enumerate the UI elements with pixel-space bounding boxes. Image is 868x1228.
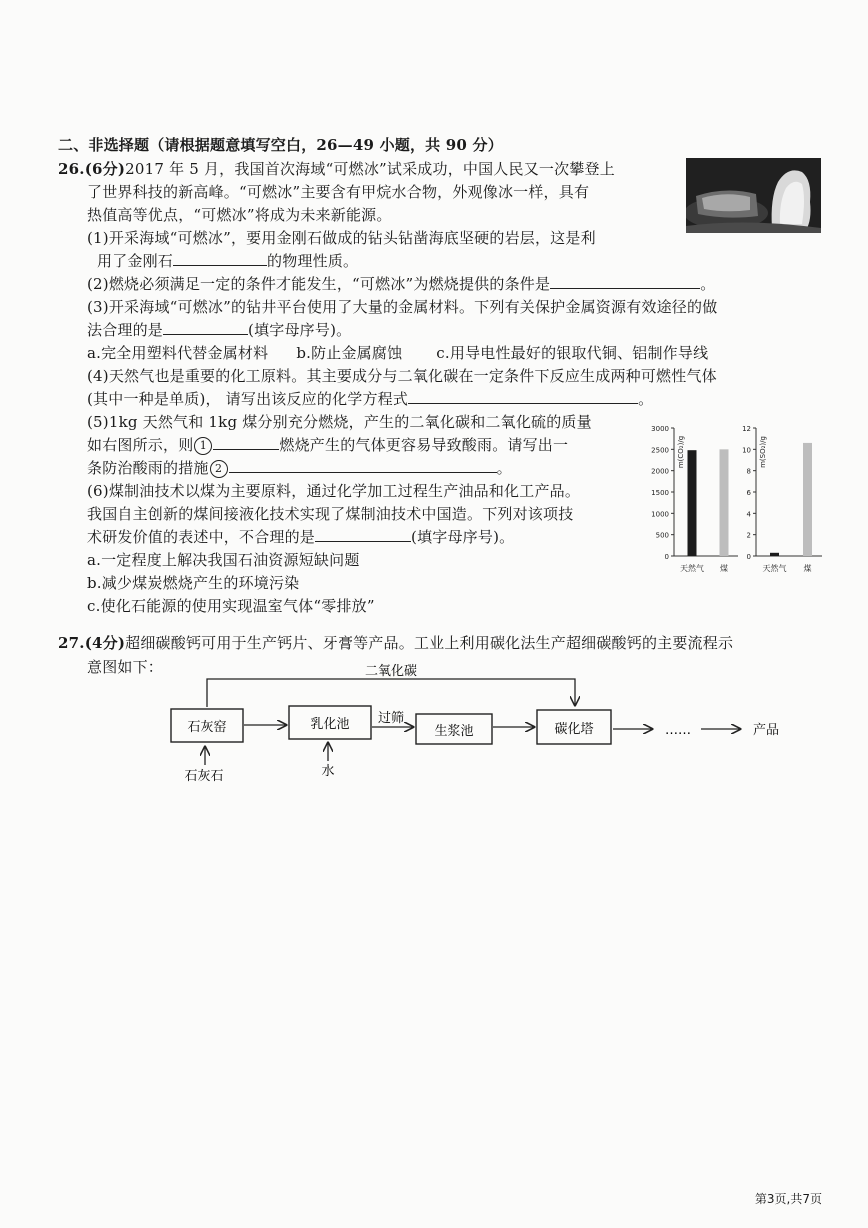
answer-blank-6[interactable] xyxy=(229,458,497,473)
so2-chart-tick-label: 0 xyxy=(746,553,751,561)
so2-chart-y-label: m(SO₂)/g xyxy=(759,436,767,468)
co2-chart-tick-label: 2500 xyxy=(651,446,669,455)
flow-product: 产品 xyxy=(752,723,780,738)
co2-chart-category-label: 煤 xyxy=(720,564,728,573)
q26-p1-b xyxy=(97,251,358,271)
q27-text-2: 意图如下： xyxy=(87,658,164,676)
answer-blank-5[interactable] xyxy=(213,435,279,450)
q26-number: 26. xyxy=(58,160,85,178)
q26-intro-3: 热值高等优点，“可燃冰”将成为未来新能源。 xyxy=(87,206,392,224)
q26-p6-c xyxy=(87,527,514,547)
so2-chart-tick-label: 4 xyxy=(746,510,751,519)
so2-chart-tick-label: 2 xyxy=(746,531,751,540)
co2-chart-tick-label: 1000 xyxy=(651,510,669,519)
q27-text-1: 超细碳酸钙可用于生产钙片、牙膏等产品。工业上利用碳化法生产超细碳酸钙的主要流程示 xyxy=(125,634,734,652)
co2-bar-chart xyxy=(644,418,744,578)
q27-points: (4分) xyxy=(84,634,126,652)
q26-p6-option-b: b.减少煤炭燃烧产生的环境污染 xyxy=(87,574,300,592)
co2-chart-tick-label: 0 xyxy=(664,553,669,561)
co2-chart-bar-1 xyxy=(688,450,697,556)
q26-p4-end: 。 xyxy=(638,390,654,408)
q26-p3-option-a: a.完全用塑料代替金属材料 xyxy=(87,344,269,362)
q26-intro-1: 2017 年 5 月，我国首次海域“可燃冰”试采成功，中国人民又一次攀登上 xyxy=(125,160,615,178)
co2-chart-y-label: m(CO₂)/g xyxy=(677,435,685,469)
so2-chart-bar-1 xyxy=(770,553,779,556)
q26-p5-b-pre: 如右图所示，则 xyxy=(87,436,194,454)
q26-intro-2: 了世界科技的新高峰。“可燃冰”主要含有甲烷水合物，外观像冰一样，具有 xyxy=(87,183,590,201)
q26-p6-option-c: c.使化石能源的使用实现温室气体“零排放” xyxy=(87,597,375,615)
flammable-ice-photo xyxy=(686,158,821,233)
q26-p1-b-post: 的物理性质。 xyxy=(267,252,359,270)
flow-ellipsis: …… xyxy=(665,723,691,738)
q26-p3-option-c: c.用导电性最好的银取代铜、铝制作导线 xyxy=(436,344,709,362)
q26-p6-c-pre: 术研发价值的表述中，不合理的是 xyxy=(87,528,316,546)
co2-chart-tick-label: 1500 xyxy=(651,489,669,497)
q26-p3-option-b: b.防止金属腐蚀 xyxy=(296,344,403,362)
q26-p3-b-post: (填字母序号)。 xyxy=(248,321,352,339)
q26-p2-end: 。 xyxy=(700,275,716,293)
answer-blank-2[interactable] xyxy=(550,274,700,289)
co2-chart-tick-label: 3000 xyxy=(651,425,669,433)
flow-box-3-label: 生浆池 xyxy=(434,724,474,739)
q26-p3-b xyxy=(87,320,351,340)
q26-p5-b-post: 燃烧产生的气体更容易导致酸雨。请写出一 xyxy=(279,436,569,454)
co2-chart-tick-label: 500 xyxy=(655,531,669,540)
so2-chart-tick-label: 6 xyxy=(746,489,751,497)
circle-marker-1: 1 xyxy=(194,437,212,455)
q26-p6-option-a: a.一定程度上解决我国石油资源短缺问题 xyxy=(87,551,360,569)
q26-p6-a: (6)煤制油技术以煤为主要原料，通过化学加工过程生产油品和化工产品。 xyxy=(87,482,581,500)
q26-intro-line-1 xyxy=(58,159,615,179)
flow-input-water: 水 xyxy=(321,764,335,779)
q26-p5-c-pre: 条防治酸雨的措施 xyxy=(87,459,209,477)
section-heading: 二、非选择题（请根据题意填写空白，26—49 小题，共 90 分） xyxy=(58,136,503,154)
so2-chart-category-label: 煤 xyxy=(803,564,812,573)
q26-points: (6分) xyxy=(84,160,126,178)
q26-p4-b-text: (其中一种是单质)， 请写出该反应的化学方程式 xyxy=(87,390,409,408)
q26-p5-c xyxy=(87,458,512,478)
q26-p5-c-end: 。 xyxy=(496,459,512,477)
flow-filter-label: 过筛 xyxy=(377,711,405,726)
answer-blank-3[interactable] xyxy=(163,320,248,335)
q26-p3-options xyxy=(87,343,708,363)
q26-p4-a: (4)天然气也是重要的化工原料。其主要成分与二氧化碳在一定条件下反应生成两种可燃性气体 xyxy=(87,367,717,385)
flow-top-label: 二氧化碳 xyxy=(364,664,418,679)
co2-chart-tick-label: 2000 xyxy=(651,467,669,476)
process-flow-diagram xyxy=(0,655,868,790)
co2-chart-category-label: 天然气 xyxy=(680,564,704,573)
q26-p5-b xyxy=(87,435,568,455)
q26-p1-b-pre: 用了金刚石 xyxy=(97,252,174,270)
flow-box-1-label: 石灰窑 xyxy=(187,720,227,735)
q26-p2-text: (2)燃烧必须满足一定的条件才能发生，“可燃冰”为燃烧提供的条件是 xyxy=(87,275,551,293)
so2-chart-tick-label: 10 xyxy=(742,446,751,455)
q27-number: 27. xyxy=(58,634,85,652)
q26-p6-c-post: (填字母序号)。 xyxy=(411,528,515,546)
flow-input-limestone: 石灰石 xyxy=(184,769,224,784)
answer-blank-7[interactable] xyxy=(315,527,411,542)
answer-blank-1[interactable] xyxy=(173,251,267,266)
q26-p4-b xyxy=(87,389,653,409)
so2-chart-tick-label: 8 xyxy=(746,467,751,476)
page-footer: 第3页,共7页 xyxy=(754,1192,822,1206)
q26-p1-a: (1)开采海域“可燃冰”，要用金刚石做成的钻头钻凿海底坚硬的岩层，这是利 xyxy=(87,229,596,247)
q26-p6-b: 我国自主创新的煤间接液化技术实现了煤制油技术中国造。下列对该项技 xyxy=(87,505,574,523)
so2-chart-bar-2 xyxy=(803,443,812,556)
co2-recycle-arrow xyxy=(207,679,575,707)
so2-chart-category-label: 天然气 xyxy=(762,564,787,573)
q27-line-1 xyxy=(58,633,733,653)
q26-p3-a: (3)开采海域“可燃冰”的钻井平台使用了大量的金属材料。下列有关保护金属资源有效途径的做 xyxy=(87,298,718,316)
flow-box-2-label: 乳化池 xyxy=(310,717,350,732)
circle-marker-2: 2 xyxy=(210,460,228,478)
so2-bar-chart xyxy=(738,418,830,578)
q26-p2 xyxy=(87,274,715,294)
answer-blank-4[interactable] xyxy=(408,389,638,404)
co2-chart-bar-2 xyxy=(720,449,729,556)
q26-p3-b-pre: 法合理的是 xyxy=(87,321,164,339)
q26-p5-a: (5)1kg 天然气和 1kg 煤分别充分燃烧，产生的二氧化碳和二氧化硫的质量 xyxy=(87,413,592,431)
flow-box-4-label: 碳化塔 xyxy=(554,722,594,737)
so2-chart-tick-label: 12 xyxy=(742,425,751,433)
